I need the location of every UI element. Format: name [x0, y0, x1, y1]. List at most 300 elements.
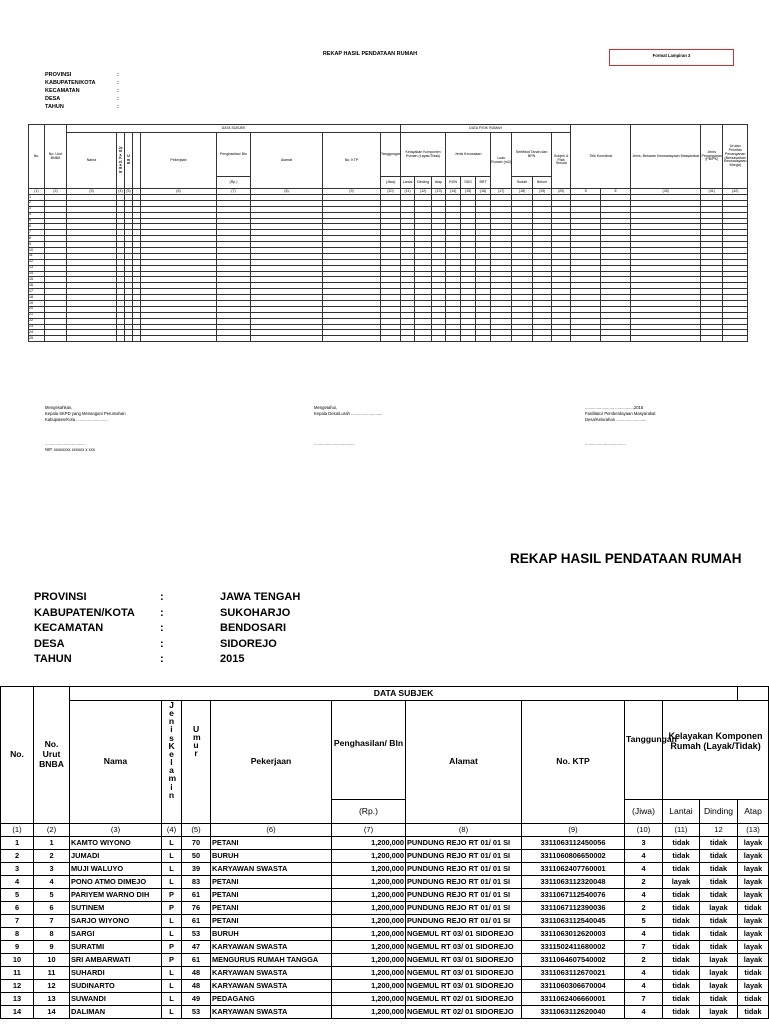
- table-row: [1, 889, 769, 902]
- cell-lantai: tidak: [663, 993, 700, 1006]
- th-data-subjek: DATA SUBJEK: [67, 125, 401, 133]
- cell-lantai: tidak: [663, 889, 700, 902]
- cell-lantai: tidak: [663, 850, 700, 863]
- table-row: [1, 876, 769, 889]
- th-subjek-sesuai: Subjek & Fisik Sesuai: [552, 133, 571, 189]
- cell-urut: 9: [34, 941, 70, 954]
- bottom-field-sep: :: [160, 606, 164, 619]
- top-col-number: (20): [552, 189, 571, 195]
- table-row: [1, 967, 769, 980]
- th-sertifikat: Sertifikat Tanah dari BPN: [512, 133, 552, 177]
- bottom-col-number: (9): [522, 824, 625, 837]
- cell-ktp: 3311062406660001: [522, 993, 625, 1006]
- bottom-col-number: (6): [211, 824, 332, 837]
- cell-jk: P: [162, 902, 182, 915]
- cell-ktp: 3311063112450056: [522, 837, 625, 850]
- th-penanganan: Jenis Penanganan (PB/PK): [701, 125, 723, 189]
- cell-urut: 12: [34, 980, 70, 993]
- top-field-label: KECAMATAN: [45, 88, 80, 94]
- bottom-field-sep: :: [160, 622, 164, 634]
- cell-pekerjaan: PETANI: [211, 837, 332, 850]
- table-row: [1, 928, 769, 941]
- table-row: [1, 850, 769, 863]
- th-alamat: Alamat: [251, 133, 323, 189]
- cell-jk: L: [162, 967, 182, 980]
- cell-nama: KAMTO WIYONO: [70, 837, 162, 850]
- table-row: [1, 837, 769, 850]
- th-kelayakan: Kelayakan Komponen Rumah (Layak/Tidak): [401, 133, 446, 177]
- cell-alamat: NGEMUL RT 03/ 01 SIDOREJO: [406, 954, 522, 967]
- cell-urut: 2: [34, 850, 70, 863]
- cell-jk: L: [162, 915, 182, 928]
- cell-urut: 8: [34, 928, 70, 941]
- cell-umur: 61: [182, 915, 211, 928]
- cell-dinding: tidak: [700, 915, 738, 928]
- top-col-number: (11): [401, 189, 415, 195]
- top-blank-cell: [701, 336, 723, 342]
- cell-jk: L: [162, 1006, 182, 1019]
- top-field-row: [45, 79, 119, 87]
- footer-left-sign: ...................................: [45, 441, 86, 446]
- cell-nama: PARIYEM WARNO DIH: [70, 889, 162, 902]
- th-nama: Nama: [67, 133, 117, 189]
- cell-lantai: tidak: [663, 928, 700, 941]
- bth-dinding: Dinding: [700, 800, 738, 824]
- cell-atap: layak: [738, 876, 769, 889]
- table-row: [1, 863, 769, 876]
- th-keswadayaan: Jenis, Besaran Keswadayaan Masyarakat: [631, 125, 701, 189]
- cell-atap: tidak: [738, 993, 769, 1006]
- top-col-number: (19): [533, 189, 552, 195]
- bottom-field-value: BENDOSARI: [220, 622, 287, 634]
- cell-umur: 50: [182, 850, 211, 863]
- top-blank-cell: [45, 336, 67, 342]
- th-no-urut: No. Urut BNBA: [45, 125, 67, 189]
- top-col-number: (4): [118, 188, 123, 193]
- cell-nama: DALIMAN: [70, 1006, 162, 1019]
- top-info-fields: [45, 71, 119, 111]
- top-row-number: 6: [29, 224, 45, 230]
- bottom-info-fields: [34, 590, 300, 668]
- cell-umur: 70: [182, 837, 211, 850]
- top-field-label: DESA: [45, 96, 61, 102]
- top-field-sep: :: [117, 88, 119, 94]
- bottom-field-label: TAHUN: [34, 653, 72, 665]
- top-blank-cell: [723, 336, 748, 342]
- bth-lantai: Lantai: [663, 800, 700, 824]
- footer-right-2: Fasilitator Pemberdayaan Masyarakat: [585, 411, 656, 416]
- bottom-field-row: [34, 637, 300, 653]
- th-belum: Belum: [533, 177, 552, 189]
- cell-no: 14: [1, 1006, 34, 1019]
- cell-umur: 61: [182, 889, 211, 902]
- th-luas: Luas Rumah (m2): [491, 133, 512, 189]
- cell-nama: PONO ATMO DIMEJO: [70, 876, 162, 889]
- cell-alamat: PUNDUNG REJO RT 01/ 01 SI: [406, 876, 522, 889]
- cell-atap: layak: [738, 954, 769, 967]
- th-data-fisik: DATA FISIK RUMAH: [401, 125, 571, 133]
- th-dinding: Dinding: [415, 177, 432, 189]
- cell-jiwa: 4: [625, 980, 663, 993]
- top-blank-cell: [217, 336, 251, 342]
- cell-atap: layak: [738, 941, 769, 954]
- top-title: REKAP HASIL PENDATAAN RUMAH: [322, 51, 418, 57]
- top-blank-cell: [323, 336, 381, 342]
- cell-jk: L: [162, 928, 182, 941]
- cell-jiwa: 2: [625, 902, 663, 915]
- th-sudah: Sudah: [512, 177, 533, 189]
- th-sdg: SDG: [461, 177, 476, 189]
- th-titik: Titik Koordinat: [571, 125, 631, 189]
- bottom-col-number: 12: [700, 824, 738, 837]
- cell-dinding: tidak: [700, 837, 738, 850]
- cell-jk: P: [162, 941, 182, 954]
- top-col-number: (12): [415, 189, 432, 195]
- cell-alamat: PUNDUNG REJO RT 01/ 01 SI: [406, 863, 522, 876]
- cell-jk: L: [162, 863, 182, 876]
- top-blank-cell: [461, 336, 476, 342]
- cell-umur: 48: [182, 980, 211, 993]
- cell-alamat: NGEMUL RT 02/ 01 SIDOREJO: [406, 1006, 522, 1019]
- top-col-number: (15): [461, 189, 476, 195]
- cell-dinding: layak: [700, 1006, 738, 1019]
- top-blank-cell: [381, 336, 401, 342]
- cell-jk: L: [162, 837, 182, 850]
- top-row-number: 19: [29, 301, 45, 307]
- bth-nama: Nama: [70, 701, 162, 824]
- top-col-number: (14): [446, 189, 461, 195]
- cell-penghasilan: 1,200,000: [332, 889, 406, 902]
- bottom-title: REKAP HASIL PENDATAAN RUMAH: [510, 551, 742, 566]
- cell-ktp: 3311063112320048: [522, 876, 625, 889]
- cell-pekerjaan: PETANI: [211, 902, 332, 915]
- bottom-column-numbers: [1, 824, 769, 837]
- cell-jiwa: 4: [625, 928, 663, 941]
- cell-alamat: NGEMUL RT 03/ 01 SIDOREJO: [406, 967, 522, 980]
- cell-dinding: layak: [700, 902, 738, 915]
- bth-data-subjek: DATA SUBJEK: [70, 687, 738, 701]
- cell-alamat: NGEMUL RT 03/ 01 SIDOREJO: [406, 928, 522, 941]
- top-row-number: 2: [29, 200, 45, 206]
- cell-no: 1: [1, 837, 34, 850]
- th-brt: BRT: [476, 177, 491, 189]
- th-pekerjaan: Pekerjaan: [141, 133, 217, 189]
- cell-no: 6: [1, 902, 34, 915]
- top-blank-cell: [117, 336, 125, 342]
- bottom-field-row: [34, 606, 300, 622]
- cell-alamat: NGEMUL RT 03/ 01 SIDOREJO: [406, 941, 522, 954]
- bottom-field-value: 2015: [220, 653, 245, 665]
- cell-nama: JUMADI: [70, 850, 162, 863]
- bottom-field-sep: :: [160, 653, 164, 665]
- cell-penghasilan: 1,200,000: [332, 850, 406, 863]
- bottom-field-sep: :: [160, 591, 164, 603]
- top-blank-cell: [446, 336, 461, 342]
- cell-alamat: PUNDUNG REJO RT 01/ 01 SI: [406, 889, 522, 902]
- top-blank-table-wrap: [28, 124, 748, 342]
- cell-nama: SARGI: [70, 928, 162, 941]
- cell-jiwa: 5: [625, 915, 663, 928]
- top-row-number: 5: [29, 218, 45, 224]
- top-col-number: S: [571, 189, 601, 195]
- cell-lantai: tidak: [663, 967, 700, 980]
- footer-right: [585, 405, 656, 447]
- top-col-number: E: [601, 189, 631, 195]
- cell-pekerjaan: KARYAWAN SWASTA: [211, 941, 332, 954]
- cell-ktp: 3311060306670004: [522, 980, 625, 993]
- cell-pekerjaan: BURUH: [211, 850, 332, 863]
- cell-alamat: PUNDUNG REJO RT 01/ 01 SI: [406, 850, 522, 863]
- th-jenis-kelamin: Jenis Kelamin: [118, 145, 123, 174]
- cell-jk: P: [162, 889, 182, 902]
- cell-nama: SRI AMBARWATI: [70, 954, 162, 967]
- bth-tanggungan: Tanggungan: [625, 701, 663, 800]
- top-row-number: 14: [29, 271, 45, 277]
- cell-umur: 53: [182, 928, 211, 941]
- top-col-number: (10): [381, 189, 401, 195]
- cell-urut: 11: [34, 967, 70, 980]
- top-row-number: 23: [29, 324, 45, 330]
- top-col-number: (16): [476, 189, 491, 195]
- cell-dinding: tidak: [700, 850, 738, 863]
- top-blank-row: [29, 336, 748, 342]
- bth-jenis-kelamin: Jenis Kelamin: [168, 700, 177, 800]
- top-field-sep: :: [117, 104, 119, 110]
- table-row: [1, 915, 769, 928]
- cell-lantai: tidak: [663, 980, 700, 993]
- top-field-label: KABUPATEN/KOTA: [45, 80, 96, 86]
- top-col-number: (17): [491, 189, 512, 195]
- top-row-number: 18: [29, 295, 45, 301]
- cell-alamat: NGEMUL RT 03/ 01 SIDOREJO: [406, 980, 522, 993]
- bottom-data-rows: [1, 837, 769, 1019]
- cell-umur: 61: [182, 954, 211, 967]
- top-col-number: (2): [45, 189, 67, 195]
- footer-left-1: Mengesahkan,: [45, 405, 73, 410]
- cell-dinding: tidak: [700, 876, 738, 889]
- top-blank-cell: [67, 336, 117, 342]
- cell-atap: layak: [738, 850, 769, 863]
- cell-alamat: PUNDUNG REJO RT 01/ 01 SI: [406, 902, 522, 915]
- top-row-number: 20: [29, 306, 45, 312]
- bottom-field-row: [34, 621, 300, 637]
- bottom-field-label: DESA: [34, 637, 65, 650]
- cell-atap: tidak: [738, 967, 769, 980]
- bottom-col-number: (11): [663, 824, 700, 837]
- table-row: [1, 980, 769, 993]
- top-col-number: (5): [126, 188, 131, 193]
- cell-pekerjaan: PEDAGANG: [211, 993, 332, 1006]
- cell-nama: SUWANDI: [70, 993, 162, 1006]
- bottom-col-number: (13): [738, 824, 769, 837]
- cell-lantai: tidak: [663, 837, 700, 850]
- bottom-col-number: (4): [162, 824, 182, 837]
- cell-pekerjaan: KARYAWAN SWASTA: [211, 863, 332, 876]
- cell-urut: 10: [34, 954, 70, 967]
- table-row: [1, 902, 769, 915]
- cell-jk: L: [162, 980, 182, 993]
- cell-no: 12: [1, 980, 34, 993]
- cell-alamat: PUNDUNG REJO RT 01/ 01 SI: [406, 915, 522, 928]
- cell-urut: 3: [34, 863, 70, 876]
- bottom-table-wrap: [0, 686, 768, 1024]
- footer-left-2: Kepala SKPD yang Menangani Perumahan: [45, 411, 126, 416]
- cell-jiwa: 4: [625, 863, 663, 876]
- cell-jk: L: [162, 850, 182, 863]
- th-kerusakan: Jenis Kerusakan: [446, 133, 491, 177]
- top-field-sep: :: [117, 96, 119, 102]
- top-field-row: [45, 87, 119, 95]
- table-row: [1, 993, 769, 1006]
- top-row-number: 3: [29, 206, 45, 212]
- cell-atap: tidak: [738, 1006, 769, 1019]
- top-col-number: (3): [67, 189, 117, 195]
- cell-atap: tidak: [738, 902, 769, 915]
- cell-jiwa: 4: [625, 967, 663, 980]
- top-row-number: 17: [29, 289, 45, 295]
- cell-urut: 6: [34, 902, 70, 915]
- cell-umur: 39: [182, 863, 211, 876]
- top-col-number: (41): [701, 189, 723, 195]
- cell-jiwa: 4: [625, 889, 663, 902]
- top-col-number: (40): [631, 189, 701, 195]
- top-blank-table: [28, 124, 748, 342]
- cell-jk: L: [162, 876, 182, 889]
- cell-urut: 13: [34, 993, 70, 1006]
- cell-ktp: 3311060806650002: [522, 850, 625, 863]
- bth-rp: (Rp.): [332, 800, 406, 824]
- top-blank-cell: [512, 336, 533, 342]
- th-prioritas: Urutan Prioritas Penanganan (Berdasarkan Keswadayaan Warga): [723, 125, 748, 189]
- cell-ktp: 3311063112540045: [522, 915, 625, 928]
- bottom-field-sep: :: [160, 637, 164, 650]
- cell-dinding: tidak: [700, 863, 738, 876]
- cell-pekerjaan: PETANI: [211, 876, 332, 889]
- cell-no: 7: [1, 915, 34, 928]
- cell-no: 5: [1, 889, 34, 902]
- cell-jiwa: 7: [625, 993, 663, 1006]
- cell-jiwa: 2: [625, 954, 663, 967]
- cell-jiwa: 3: [625, 837, 663, 850]
- top-field-row: [45, 95, 119, 103]
- bottom-col-number: (8): [406, 824, 522, 837]
- th-tanggungan: Tanggungan: [381, 133, 401, 177]
- cell-nama: MUJI WALUYO: [70, 863, 162, 876]
- bth-umur: Umur: [193, 724, 201, 759]
- bth-jiwa: (Jiwa): [625, 800, 663, 824]
- bottom-field-row: [34, 590, 300, 606]
- cell-nama: SUTINEM: [70, 902, 162, 915]
- table-row: [1, 1006, 769, 1019]
- bth-kelayakan: Kelayakan Komponen Rumah (Layak/Tidak): [663, 701, 769, 800]
- top-blank-cell: [432, 336, 446, 342]
- bth-ktp: No. KTP: [522, 701, 625, 824]
- top-row-number: 9: [29, 242, 45, 248]
- top-row-number: 16: [29, 283, 45, 289]
- top-col-number: (42): [723, 189, 748, 195]
- cell-ktp: 3311062407760001: [522, 863, 625, 876]
- cell-umur: 49: [182, 993, 211, 1006]
- th-jiwa: (Jiwa): [381, 177, 401, 189]
- bottom-col-number: (3): [70, 824, 162, 837]
- cell-no: 4: [1, 876, 34, 889]
- footer-mid-sign: ...................................: [314, 441, 355, 446]
- cell-no: 3: [1, 863, 34, 876]
- top-col-number: (13): [432, 189, 446, 195]
- cell-penghasilan: 1,200,000: [332, 941, 406, 954]
- cell-urut: 4: [34, 876, 70, 889]
- th-ktp: No. KTP: [323, 133, 381, 189]
- bottom-field-label: PROVINSI: [34, 591, 87, 603]
- cell-ktp: 3311067112540076: [522, 889, 625, 902]
- top-col-number: (9): [323, 189, 381, 195]
- top-blank-cell: [601, 336, 631, 342]
- cell-penghasilan: 1,200,000: [332, 837, 406, 850]
- bth-no-urut: No. Urut BNBA: [34, 687, 70, 824]
- top-row-number: 10: [29, 248, 45, 254]
- cell-no: 8: [1, 928, 34, 941]
- cell-jiwa: 4: [625, 1006, 663, 1019]
- footer-left-3: Kabupaten/Kota ...........................: [45, 417, 108, 422]
- cell-penghasilan: 1,200,000: [332, 967, 406, 980]
- top-field-label: PROVINSI: [45, 72, 72, 78]
- cell-dinding: tidak: [700, 941, 738, 954]
- top-row-number: 13: [29, 265, 45, 271]
- top-field-sep: :: [117, 72, 119, 78]
- cell-ktp: 3311502411680002: [522, 941, 625, 954]
- footer-right-3: Desa/Kelurahan ..........................: [585, 417, 647, 422]
- cell-nama: SUDINARTO: [70, 980, 162, 993]
- cell-lantai: layak: [663, 876, 700, 889]
- cell-pekerjaan: BURUH: [211, 928, 332, 941]
- cell-no: 10: [1, 954, 34, 967]
- table-row: [1, 941, 769, 954]
- bottom-col-number: (7): [332, 824, 406, 837]
- cell-urut: 5: [34, 889, 70, 902]
- cell-jiwa: 2: [625, 876, 663, 889]
- cell-urut: 7: [34, 915, 70, 928]
- th-rgn: RGN: [446, 177, 461, 189]
- cell-atap: layak: [738, 837, 769, 850]
- footer-right-1: ........................, ................2015: [585, 405, 644, 410]
- top-blank-cell: [251, 336, 323, 342]
- top-row-number: 1: [29, 195, 45, 201]
- cell-lantai: tidak: [663, 915, 700, 928]
- cell-penghasilan: 1,200,000: [332, 928, 406, 941]
- top-blank-cell: [133, 336, 141, 342]
- bottom-field-label: KECAMATAN: [34, 622, 104, 634]
- top-col-number: (18): [512, 189, 533, 195]
- top-blank-cell: [571, 336, 601, 342]
- cell-no: 2: [1, 850, 34, 863]
- top-blank-cell: [491, 336, 512, 342]
- top-row-number: 7: [29, 230, 45, 236]
- bottom-field-value: SUKOHARJO: [220, 606, 291, 619]
- footer-mid: [314, 405, 382, 447]
- top-row-number: 25: [29, 336, 45, 342]
- top-row-number: 8: [29, 236, 45, 242]
- cell-pekerjaan: KARYAWAN SWASTA: [211, 1006, 332, 1019]
- cell-no: 11: [1, 967, 34, 980]
- bottom-field-row: [34, 652, 300, 668]
- cell-nama: SUHARDI: [70, 967, 162, 980]
- cell-dinding: tidak: [700, 928, 738, 941]
- cell-umur: 83: [182, 876, 211, 889]
- cell-no: 13: [1, 993, 34, 1006]
- top-field-row: [45, 71, 119, 79]
- cell-ktp: 3311063112670021: [522, 967, 625, 980]
- bottom-data-table: [0, 686, 769, 1019]
